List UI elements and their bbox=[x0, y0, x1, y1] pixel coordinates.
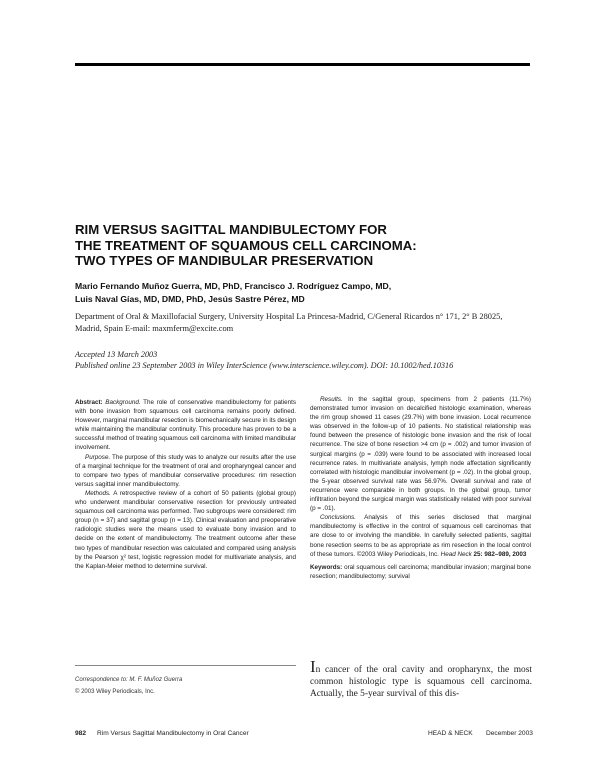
accepted-date: Accepted 13 March 2003 bbox=[75, 350, 158, 359]
keywords-label: Keywords: bbox=[310, 563, 343, 571]
running-title: Rim Versus Sagittal Mandibulectomy in Oral Cancer bbox=[97, 730, 249, 737]
conclusions-text: Analysis of this series disclosed that marginal mandibulectomy is effective in the control of squamous cell carcinomas that are close to or involving the mandible. In carefully selected patients, sagittal bone resection seems to be as appropriate as rim resection in the local control of these tumors. ©2003 Wiley Periodicals, Inc. bbox=[310, 514, 531, 558]
title-line-2: THE TREATMENT OF SQUAMOUS CELL CARCINOMA: bbox=[75, 237, 417, 253]
drop-cap: I bbox=[310, 657, 316, 676]
title-line-1: RIM VERSUS SAGITTAL MANDIBULECTOMY FOR bbox=[75, 222, 387, 237]
background-text: The role of conservative mandibulectomy for patients with bone invasion from squamous cell carcinoma remains poorly defined. However, marginal mandibular resection is biomechanically secure in its design while maintaining the mandibular continuity. This procedure has proven to be a successful method of treating squamous cell carcinoma with limited mandibular involvement. bbox=[75, 399, 297, 452]
abstract-conclusions bbox=[310, 513, 531, 558]
author-list bbox=[75, 280, 535, 306]
page-number: 982 bbox=[75, 730, 87, 737]
title-line-3: TWO TYPES OF MANDIBULAR PRESERVATION bbox=[75, 253, 374, 268]
citation-journal: Head Neck bbox=[440, 550, 472, 558]
keywords-text: oral squamous cell carcinoma; mandibular invasion; marginal bone resection; mandibulectomy; survival bbox=[310, 563, 531, 580]
keywords bbox=[310, 563, 531, 581]
published-date: Published online 23 September 2003 in Wiley InterScience (www.interscience.wiley.com). DOI: 10.1002/hed.10316 bbox=[75, 361, 454, 370]
abstract-label: Abstract: bbox=[75, 399, 103, 406]
affiliation: Department of Oral & Maxillofacial Surgery, University Hospital La Princesa-Madrid, C/General Ricardos n° 171, 2° B 28025, Madrid, Spain E-mail: maxmferm@excite.com bbox=[75, 312, 503, 333]
issue-date: December 2003 bbox=[486, 730, 533, 737]
body-intro-text: n cancer of the oral cavity and oropharynx, the most common histologic type is squamous cell carcinoma. Actually, the 5-year survival of this dis- bbox=[310, 665, 532, 700]
correspondence-name: M. F. Muñoz Guerra bbox=[129, 677, 183, 683]
background-label: Background. bbox=[105, 399, 141, 406]
abstract-right-column bbox=[310, 395, 531, 581]
abstract-methods bbox=[75, 489, 296, 571]
results-text: In the sagittal group, specimens from 2 patients (11.7%) demonstrated tumor invasion on decalcified histologic examination, whereas the rim group showed 11 cases (29.7%) with bone invasion. Local recurrence was observed in the follow-up of 10 patients. No statistical relationship was found between the presence of histologic bone invasion and the risk of local recurrence. The size of bone resection >4 cm (p = .002) and tumor invasion of surgical margins (p = .039) were found to be associated with increased local recurrence rates. In multivariate analysis, lymph node affectation significantly correlated with histologic mandibular involvement (p = .02). In the global group, the 5-year observed survival rate was 56.97%. Overall survival and rate of recurrence were comparable in both groups. In the global group, tumor infiltration beyond the surgical margin was statistically related with poor survival (p = .01). bbox=[310, 396, 532, 513]
results-label: Results. bbox=[320, 396, 343, 403]
abstract-background bbox=[75, 398, 296, 453]
correspondence-line bbox=[75, 676, 296, 684]
abstract-left-column bbox=[75, 398, 296, 571]
conclusions-label: Conclusions. bbox=[320, 514, 357, 522]
copyright-notice: © 2003 Wiley Periodicals, Inc. bbox=[75, 689, 155, 695]
correspondence-footnote bbox=[75, 676, 296, 696]
abstract-purpose bbox=[75, 453, 296, 489]
methods-label: Methods. bbox=[85, 489, 111, 497]
citation-volume: 25: 982–989, 2003 bbox=[473, 550, 527, 558]
journal-name: HEAD & NECK bbox=[428, 730, 473, 737]
methods-text: A retrospective review of a cohort of 50 patients (global group) who underwent mandibular conservative resection for previously untreated squamous cell carcinoma was performed. Two subgroups were considered: rim group (n = 37) and sagittal group (n = 13). Clinical evaluation and preoperative radiologic studies were the means used to evaluate bony invasion and to decide on the extent of mandibulectomy. The treatment outcome after these two types of mandibular resection was calculated and compared using analysis by the Pearson χ² test, logistic regression model for multivariate analysis, and the Kaplan-Meier method to determine survival. bbox=[75, 489, 296, 570]
authors-line-1: Mario Fernando Muñoz Guerra, MD, PhD, Francisco J. Rodríguez Campo, MD, bbox=[75, 281, 392, 291]
purpose-text: The purpose of this study was to analyze our results after the use of a marginal technique for the treatment of oral and oropharyngeal cancer and to compare two types of mandibular conservative procedures: rim resection versus sagittal inner mandibulectomy. bbox=[75, 453, 296, 488]
authors-line-2: Luis Naval Gías, MD, DMD, PhD, Jesús Sastre Pérez, MD bbox=[75, 294, 305, 304]
purpose-label: Purpose. bbox=[85, 453, 111, 461]
correspondence-label: Correspondence to: bbox=[75, 677, 128, 683]
footnote-rule bbox=[75, 665, 296, 666]
top-rule bbox=[75, 63, 530, 66]
body-intro bbox=[310, 657, 532, 701]
article-title bbox=[75, 222, 535, 269]
abstract-results bbox=[310, 395, 531, 513]
publication-dates bbox=[75, 349, 535, 371]
